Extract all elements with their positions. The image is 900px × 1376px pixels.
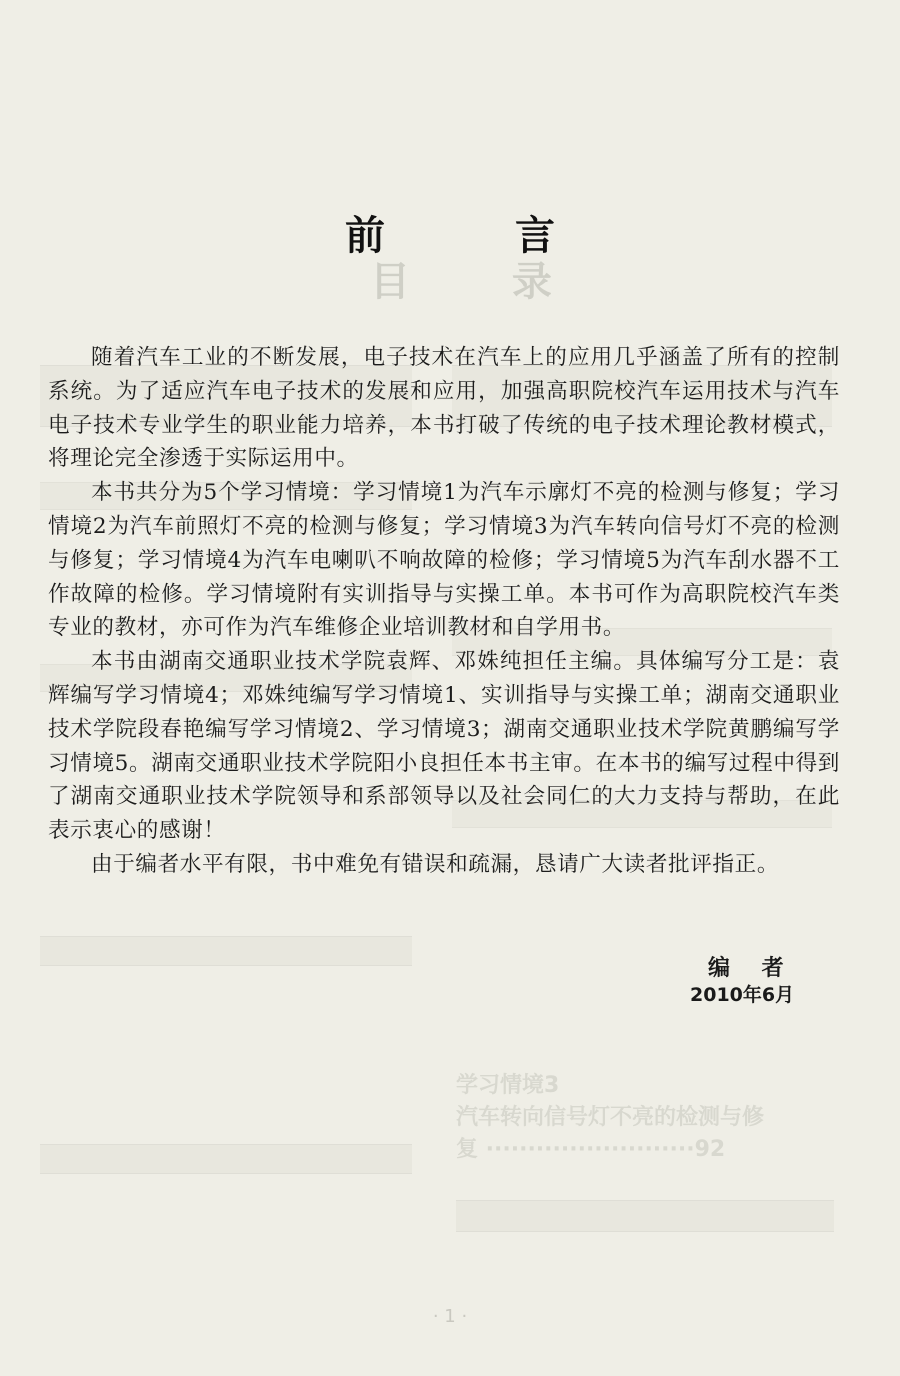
preface-paragraph: 随着汽车工业的不断发展，电子技术在汽车上的应用几乎涵盖了所有的控制系统。为了适应汽车电子技术的发展和应用，加强高职院校汽车运用技术与汽车电子技术专业学生的职业能力培养，本书打破了传统的电子技术理论教材模式，将理论完全渗透于实际运用中。 xyxy=(48,345,840,472)
signature-author: 编 者 xyxy=(708,956,796,981)
signature-date: 2010年6月 xyxy=(690,984,795,1006)
bleed-through-ghost-text: 目 录 xyxy=(370,259,596,305)
preface-body xyxy=(48,341,840,882)
preface-paragraph: 本书由湖南交通职业技术学院袁辉、邓姝纯担任主编。具体编写分工是：袁辉编写学习情境4；邓姝纯编写学习情境1、实训指导与实操工单；湖南交通职业技术学院段春艳编写学习情境2、学习情境3；湖南交通职业技术学院黄鹏编写学习情境5。湖南交通职业技术学院阳小良担任本书主审。在本书的编写过程中得到了湖南交通职业技术学院领导和系部领导以及社会同仁的大力支持与帮助，在此表示衷心的感谢！ xyxy=(48,649,840,844)
page-number: · 1 · xyxy=(432,1306,468,1327)
bleed-through-ghost-text: 汽车转向信号灯不亮的检测与修 xyxy=(456,1105,765,1130)
bleed-through-ghost-bar xyxy=(456,1200,834,1232)
page-title: 前 言 xyxy=(345,213,613,259)
bleed-through-ghost-text: 学习情境3 xyxy=(456,1073,560,1098)
preface-paragraph: 由于编者水平有限，书中难免有错误和疏漏，恳请广大读者批评指正。 xyxy=(91,851,780,877)
bleed-through-ghost-bar xyxy=(40,1144,412,1174)
preface-paragraph: 本书共分为5个学习情境：学习情境1为汽车示廓灯不亮的检测与修复；学习情境2为汽车前照灯不亮的检测与修复；学习情境3为汽车转向信号灯不亮的检测与修复；学习情境4为汽车电喇叭不响故障的检修；学习情境5为汽车刮水器不工作故障的检修。学习情境附有实训指导与实操工单。本书可作为高职院校汽车类专业的教材，亦可作为汽车维修企业培训教材和自学用书。 xyxy=(48,480,840,641)
bleed-through-ghost-bar xyxy=(40,936,412,966)
bleed-through-ghost-text: 复 ·························92 xyxy=(456,1137,726,1162)
